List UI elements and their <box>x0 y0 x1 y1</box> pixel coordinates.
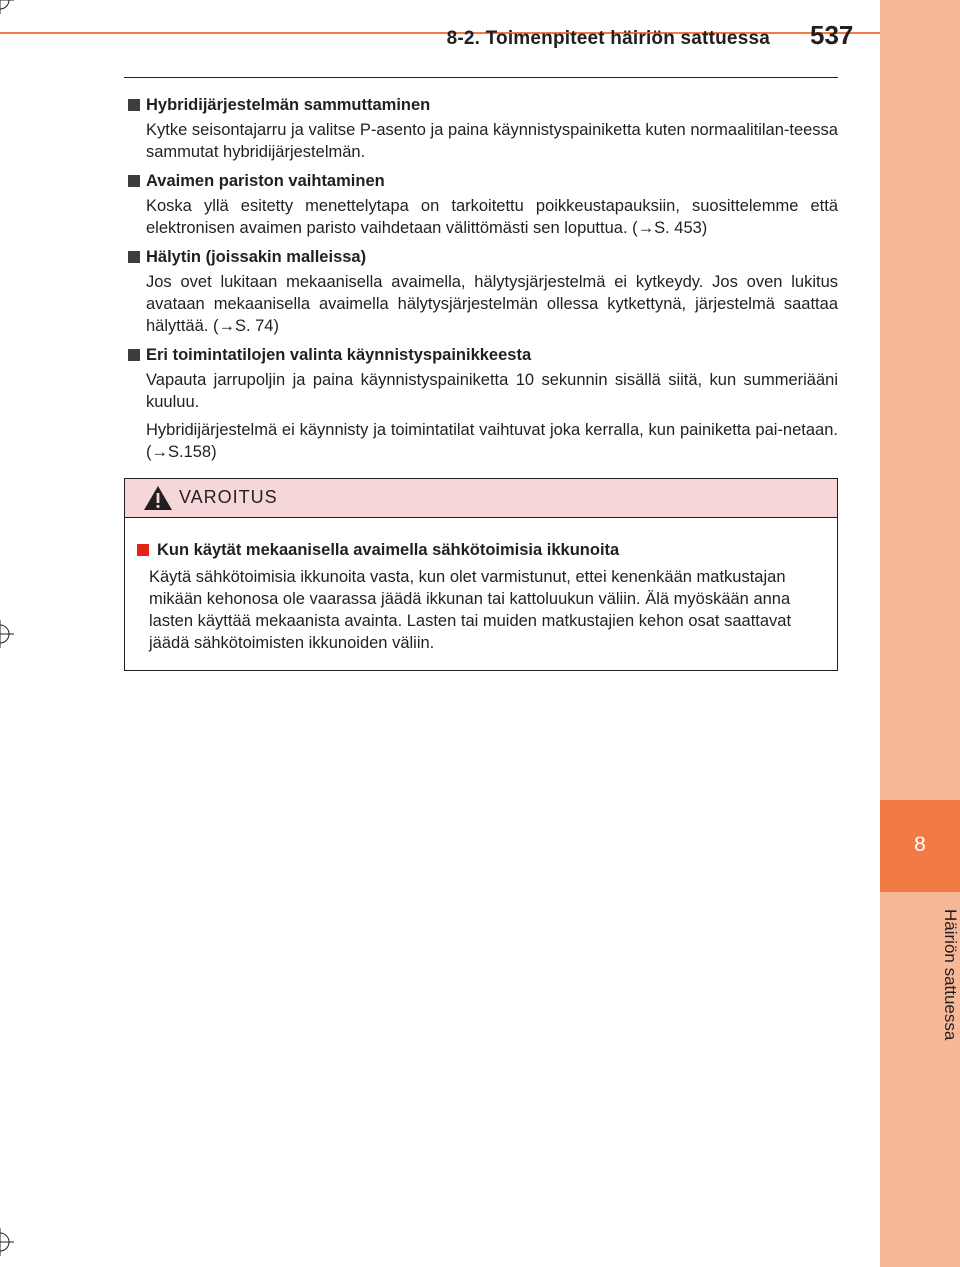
chapter-title: Häiriön sattuessa <box>941 909 960 1041</box>
main-content <box>124 93 838 469</box>
section-title: Avaimen pariston vaihtaminen <box>146 172 385 190</box>
chapter-tab <box>880 800 960 892</box>
paragraph: Hybridijärjestelmä ei käynnisty ja toimintatilat vaihtuvat joka kerralla, kun painiketta pai-netaan. (→S.158) <box>146 421 838 461</box>
square-bullet-icon <box>137 544 149 556</box>
square-bullet-icon <box>128 99 140 111</box>
paragraph: Kytke seisontajarru ja valitse P-asento ja paina käynnistyspainiketta kuten normaalitilan-teessa sammutat hybridijärjestelmän. <box>146 121 838 161</box>
crop-mark-icon <box>0 0 14 14</box>
crop-mark-icon <box>0 620 14 648</box>
section-alarm <box>124 245 838 337</box>
warning-body <box>125 518 837 654</box>
section-mode-selection <box>124 343 838 463</box>
crop-mark-icon <box>0 1228 14 1256</box>
section-hybrid-shutdown <box>124 93 838 163</box>
paragraph: Koska yllä esitetty menettelytapa on tarkoitettu poikkeustapauksiin, suosittelemme että elektronisen avaimen paristo vaihdetaan välittömästi sen loputtua. (→S. 453) <box>146 197 838 237</box>
paragraph: Jos ovet lukitaan mekaanisella avaimella, hälytysjärjestelmä ei kytkeydy. Jos oven lukitus avataan mekaanisella avaimella hälytysjärjestelmän ollessa kytkettynä, järjestelmä saattaa hälyttää. (→S. 74) <box>146 273 838 335</box>
section-title: Eri toimintatilojen valinta käynnistyspainikkeesta <box>146 346 532 364</box>
chapter-sidebar <box>880 0 960 1267</box>
warning-triangle-icon <box>143 485 173 516</box>
page-number: 537 <box>810 20 854 50</box>
section-title: Hälytin (joissakin malleissa) <box>146 248 367 266</box>
square-bullet-icon <box>128 349 140 361</box>
section-title: Hybridijärjestelmän sammuttaminen <box>146 96 431 114</box>
running-header: 8-2. Toimenpiteet häiriön sattuessa <box>446 28 770 49</box>
warning-text: Käytä sähkötoimisia ikkunoita vasta, kun olet varmistunut, ettei kenenkään matkustajan mikään kehonosa ole vaarassa jäädä ikkunan tai kattoluukun väliin. Älä myöskään anna lasten käyttää mekaanista avainta. Lasten tai muiden matkustajien kehon osat saattavat jäädä sähkötoimisten ikkunoiden väliin. <box>149 568 792 652</box>
warning-title: Kun käytät mekaanisella avaimella sähkötoimisia ikkunoita <box>157 541 620 559</box>
square-bullet-icon <box>128 251 140 263</box>
paragraph: Vapauta jarrupoljin ja paina käynnistyspainiketta 10 sekunnin sisällä siitä, kun summeriääni kuuluu. <box>146 371 838 411</box>
section-key-battery <box>124 169 838 239</box>
warning-header <box>125 479 837 518</box>
chapter-number: 8 <box>914 833 926 856</box>
square-bullet-icon <box>128 175 140 187</box>
warning-label: VAROITUS <box>179 487 278 507</box>
content-top-rule <box>124 77 838 78</box>
warning-box <box>124 478 838 671</box>
